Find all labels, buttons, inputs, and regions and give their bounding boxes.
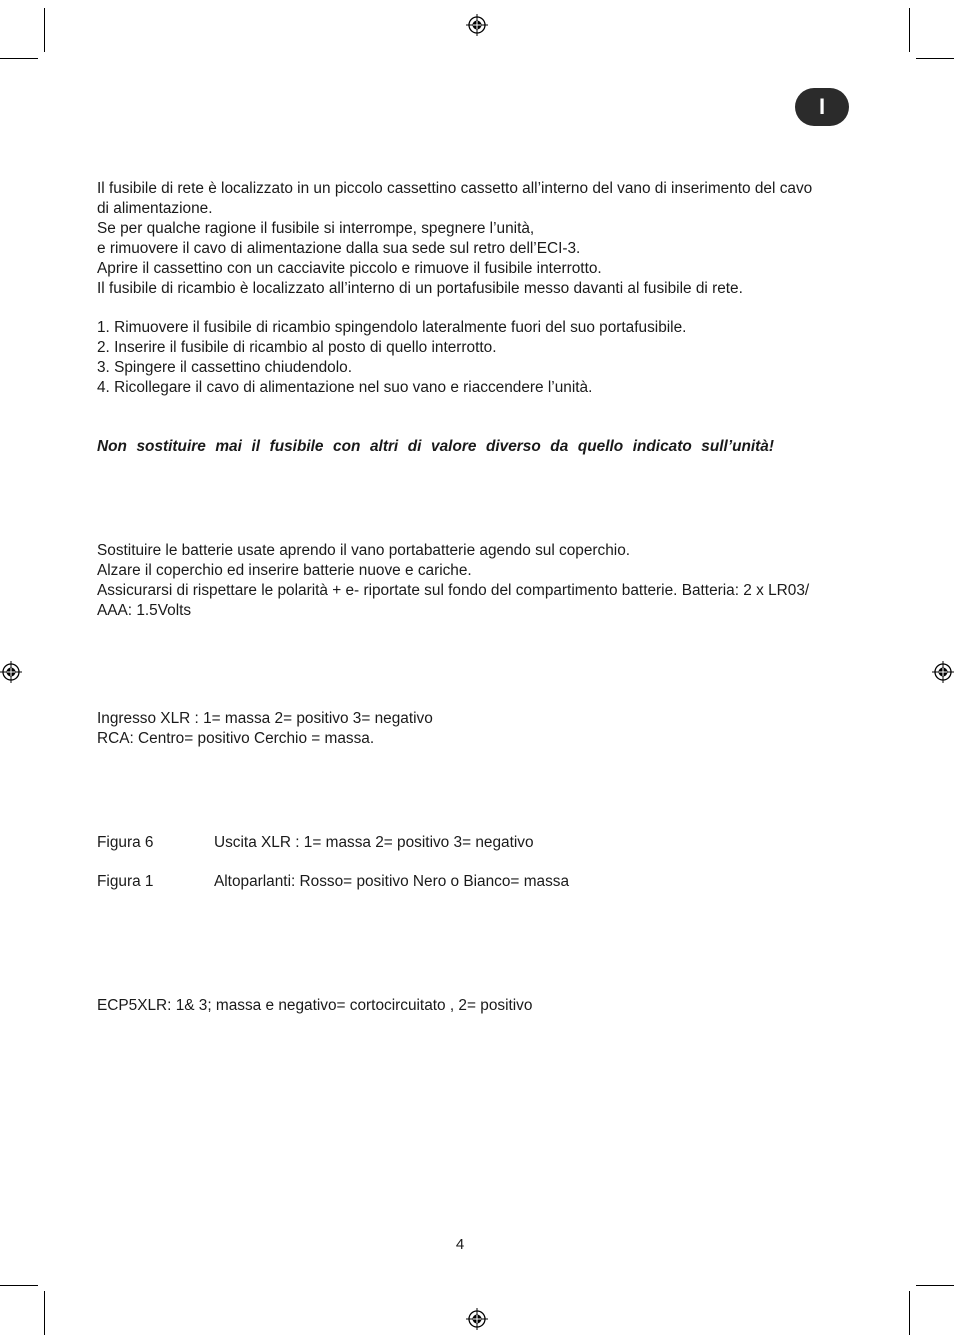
- registration-mark-right-icon: [932, 661, 954, 683]
- output-row-xlr: [97, 833, 534, 853]
- registration-mark-bottom-icon: [466, 1308, 488, 1330]
- crop-mark-top-right-h: [916, 58, 954, 59]
- input-rca-line: RCA: Centro= positivo Cerchio = massa.: [97, 730, 375, 747]
- fuse-line-2: Se per qualche ragione il fusibile si interrompe, spegnere l’unità,: [97, 220, 535, 237]
- figure-text: Altoparlanti: Rosso= positivo Nero o Bianco= massa: [214, 873, 570, 890]
- crop-mark-bottom-right-h: [916, 1285, 954, 1286]
- language-badge: I: [795, 88, 849, 126]
- fuse-warning: Non sostituire mai il fusibile con altri di valore diverso da quello indicato sull’unità!: [97, 438, 774, 455]
- fuse-line-3: e rimuovere il cavo di alimentazione dalla sua sede sul retro dell’ECI-3.: [97, 240, 581, 257]
- battery-line-2: Alzare il coperchio ed inserire batterie nuove e cariche.: [97, 562, 472, 579]
- battery-description: [97, 541, 823, 621]
- registration-mark-top-icon: [466, 14, 488, 36]
- input-connections: [97, 709, 832, 749]
- battery-line-3: Assicurarsi di rispettare le polarità + e- riportate sul fondo del compartimento batterie. Batteria: 2 x LR03/ AAA: 1.5Volts: [97, 582, 810, 619]
- ecp5xlr-line: ECP5XLR: 1& 3; massa e negativo= cortocircuitato , 2= positivo: [97, 997, 533, 1014]
- figure-label: Figura 1: [97, 873, 154, 890]
- crop-mark-bottom-left-v: [44, 1291, 45, 1335]
- output-row-speakers: [97, 872, 569, 892]
- crop-mark-top-right-v: [909, 8, 910, 52]
- fuse-line-1: Il fusibile di rete è localizzato in un piccolo cassettino cassetto all’interno del vano di inserimento del cavo di alimentazione.: [97, 180, 813, 217]
- fuse-step-4: 4. Ricollegare il cavo di alimentazione nel suo vano e riaccendere l’unità.: [97, 379, 593, 396]
- crop-mark-top-left-h: [0, 58, 38, 59]
- crop-mark-bottom-left-h: [0, 1285, 38, 1286]
- fuse-step-1: 1. Rimuovere il fusibile di ricambio spingendolo lateralmente fuori del suo portafusibile.: [97, 319, 687, 336]
- input-xlr-line: Ingresso XLR : 1= massa 2= positivo 3= negativo: [97, 710, 433, 727]
- fuse-line-4: Aprire il cassettino con un cacciavite piccolo e rimuove il fusibile interrotto.: [97, 260, 602, 277]
- crop-mark-bottom-right-v: [909, 1291, 910, 1335]
- crop-mark-top-left-v: [44, 8, 45, 52]
- page-number: 4: [455, 1236, 465, 1253]
- fuse-line-5: Il fusibile di ricambio è localizzato all’interno di un portafusibile messo davanti al fusibile di rete.: [97, 280, 743, 297]
- fuse-step-2: 2. Inserire il fusibile di ricambio al posto di quello interrotto.: [97, 339, 497, 356]
- fuse-description: [97, 179, 822, 299]
- battery-line-1: Sostituire le batterie usate aprendo il vano portabatterie agendo sul coperchio.: [97, 542, 631, 559]
- registration-mark-left-icon: [0, 661, 22, 683]
- fuse-steps-list: [97, 318, 832, 398]
- fuse-step-3: 3. Spingere il cassettino chiudendolo.: [97, 359, 352, 376]
- figure-text: Uscita XLR : 1= massa 2= positivo 3= negativo: [214, 834, 534, 851]
- figure-label: Figura 6: [97, 834, 154, 851]
